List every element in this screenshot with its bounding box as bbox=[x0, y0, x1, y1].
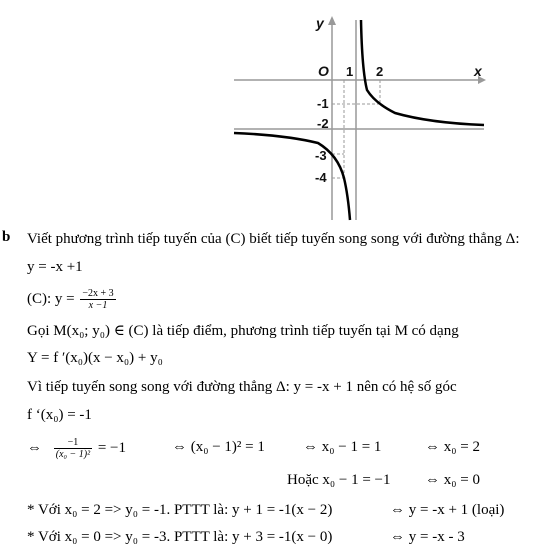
curve-numerator: −2x + 3 bbox=[82, 288, 114, 299]
function-graph bbox=[0, 0, 555, 222]
x-tick-2: 2 bbox=[376, 64, 384, 79]
line-equation: y = -x +1 bbox=[27, 259, 83, 275]
y-tick-minus4: -4 bbox=[315, 170, 327, 185]
problem-statement: Viết phương trình tiếp tuyến của (C) biết tiếp tuyến song song với đường thẳng Δ: bbox=[27, 231, 520, 247]
curve-prefix: (C): y = bbox=[27, 290, 75, 307]
equiv-arrow: ⇔ bbox=[27, 439, 42, 456]
y-tick-minus3: -3 bbox=[315, 148, 327, 163]
derivative-denominator: (x₀ − 1)² bbox=[55, 449, 91, 460]
case-x0-0-result: ⇔ y = -x - 3 bbox=[390, 529, 465, 545]
solution-x0-0: ⇔ x₀ = 0 bbox=[425, 472, 480, 488]
squared-equation: ⇔ (x₀ − 1)² = 1 bbox=[172, 439, 265, 455]
curve-fraction bbox=[80, 288, 115, 311]
case-x0-2: * Với x₀ = 2 => y₀ = -1. PTTT là: y + 1 = -1(x − 2) bbox=[27, 502, 333, 518]
parallel-condition: Vì tiếp tuyến song song với đường thẳng Δ: y = -x + 1 nên có hệ số góc bbox=[27, 379, 457, 395]
linear-equation: ⇔ x₀ − 1 = 1 bbox=[303, 439, 382, 455]
tangent-point-text: Gọi M(x₀; y₀) ∈ (C) là tiếp điểm, phương trình tiếp tuyến tại M có dạng bbox=[27, 323, 459, 339]
derivative-numerator: −1 bbox=[54, 437, 92, 449]
y-tick-minus2: -2 bbox=[317, 116, 329, 131]
origin-label: O bbox=[318, 63, 329, 79]
x-axis-label: x bbox=[474, 63, 482, 79]
y-tick-minus1: -1 bbox=[317, 96, 329, 111]
curve-definition bbox=[27, 288, 118, 311]
solution-x0-2: ⇔ x₀ = 2 bbox=[425, 439, 480, 455]
curve-denominator: x −1 bbox=[88, 300, 108, 311]
derivative-rhs: = −1 bbox=[97, 439, 126, 456]
case-x0-0: * Với x₀ = 0 => y₀ = -3. PTTT là: y + 3 = -1(x − 0) bbox=[27, 529, 333, 545]
case-x0-2-result: ⇔ y = -x + 1 (loại) bbox=[390, 502, 505, 518]
derivative-value: f ‘(x₀) = -1 bbox=[27, 407, 92, 423]
derivative-equation bbox=[27, 437, 126, 460]
y-axis-arrow bbox=[328, 16, 336, 25]
alt-equation: Hoặc x₀ − 1 = −1 bbox=[287, 472, 391, 488]
part-label: b bbox=[2, 229, 11, 245]
y-axis-label: y bbox=[316, 15, 324, 31]
derivative-fraction bbox=[54, 437, 92, 460]
tangent-equation-form: Y = f ′(x₀)(x − x₀) + y₀ bbox=[27, 350, 163, 366]
x-tick-1: 1 bbox=[346, 64, 354, 79]
